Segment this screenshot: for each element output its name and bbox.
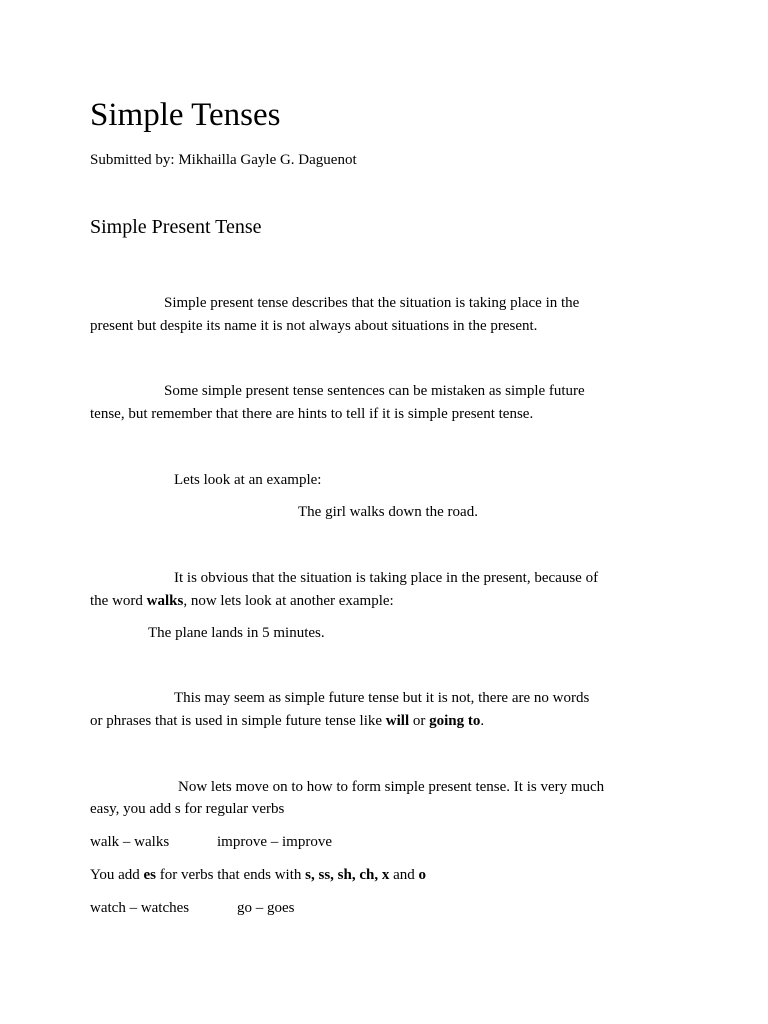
verb-example-go: go – goes [237,900,295,916]
paragraph-3-text-a: the word [90,593,147,609]
example-sentence-1: The girl walks down the road. [298,504,478,520]
paragraph-2-line-1: Some simple present tense sentences can be mistaken as simple future [164,383,585,399]
verb-example-watch: watch – watches [90,900,190,916]
paragraph-4-line-2 [90,712,484,730]
es-rule-text-c: and [389,867,419,883]
paragraph-4-text-a: or phrases that is used in simple future tense like [90,713,386,729]
paragraph-4-text-b: or [409,713,430,729]
bold-phrase-going-to: going to [429,713,481,729]
example-sentence-2: The plane lands in 5 minutes. [148,625,325,641]
paragraph-3-line-2 [90,592,394,610]
bold-ending-o: o [418,867,427,883]
example-intro: Lets look at an example: [174,472,322,488]
verb-example-improve: improve – improve [217,834,332,850]
verb-example-walk: walk – walks [90,834,170,850]
es-rule-line [90,866,426,884]
paragraph-2-line-2: tense, but remember that there are hints to tell if it is simple present tense. [90,406,534,422]
paragraph-3-text-b: , now lets look at another example: [183,593,394,609]
es-rule-text-a: You add [90,867,144,883]
document-title: Simple Tenses [90,97,281,133]
paragraph-4-text-c: . [480,713,485,729]
paragraph-1-line-1: Simple present tense describes that the situation is taking place in the [164,295,580,311]
es-rule-text-b: for verbs that ends with [156,867,306,883]
paragraph-1-line-2: present but despite its name it is not always about situations in the present. [90,318,538,334]
paragraph-4-line-1: This may seem as simple future tense but it is not, there are no words [174,690,590,706]
bold-suffix-es: es [143,867,156,883]
paragraph-5-line-2: easy, you add s for regular verbs [90,801,285,817]
submitted-by: Submitted by: Mikhailla Gayle G. Daguenot [90,152,357,168]
paragraph-5-line-1: Now lets move on to how to form simple present tense. It is very much [178,779,605,795]
section-heading: Simple Present Tense [90,216,262,238]
bold-endings-list: s, ss, sh, ch, x [305,867,390,883]
bold-word-walks: walks [146,593,184,609]
paragraph-3-line-1: It is obvious that the situation is taking place in the present, because of [174,570,599,586]
bold-word-will: will [385,713,410,729]
